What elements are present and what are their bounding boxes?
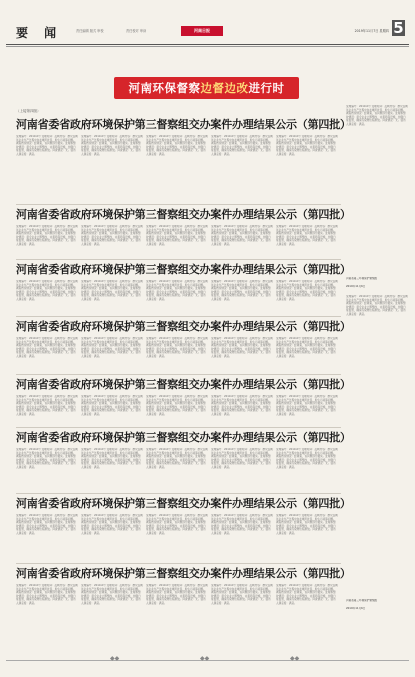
article-divider (16, 427, 341, 428)
article-column-text: 受理编号：2019-0号 受理时间：反映内容：群众反映该企业生产过程中存在噪声扰民、粉尘污染等问题。调查核实情况：经调查，该问题部分属实。处理和整改情况：责令企业立即整改，完善环保设施，加强日常监管，确保污染物达标排放。问责情况：无。信访人满意度：满意。 (211, 337, 273, 358)
article-block (16, 430, 351, 492)
article-column-text: 受理编号：2019-0号 受理时间：反映内容：群众反映该企业生产过程中存在噪声扰民、粉尘污染等问题。调查核实情况：经调查，该问题部分属实。处理和整改情况：责令企业立即整改，完善环保设施，加强日常监管，确保污染物达标排放。问责情况：无。信访人满意度：满意。 (276, 337, 338, 358)
article-block (16, 117, 351, 203)
article-column-text: 受理编号：2019-0号 受理时间：反映内容：群众反映该企业生产过程中存在噪声扰民、粉尘污染等问题。调查核实情况：经调查，该问题部分属实。处理和整改情况：责令企业立即整改，完善环保设施，加强日常监管，确保污染物达标排放。问责情况：无。信访人满意度：满意。 (81, 337, 143, 358)
article-column-text: 受理编号：2019-0号 受理时间：反映内容：群众反映该企业生产过程中存在噪声扰民、粉尘污染等问题。调查核实情况：经调查，该问题部分属实。处理和整改情况：责令企业立即整改，完善环保设施，加强日常监管，确保污染物达标排放。问责情况：无。信访人满意度：满意。 (276, 514, 338, 535)
article-headline: 河南省委省政府环境保护第三督察组交办案件办理结果公示（第四批） (16, 378, 351, 391)
feature-banner (114, 77, 299, 99)
article-headline: 河南省委省政府环境保护第三督察组交办案件办理结果公示（第四批） (16, 118, 351, 131)
article-column-text: 受理编号：2019-0号 受理时间：反映内容：群众反映该企业生产过程中存在噪声扰民、粉尘污染等问题。调查核实情况：经调查，该问题部分属实。处理和整改情况：责令企业立即整改，完善环保设施，加强日常监管，确保污染物达标排放。问责情况：无。信访人满意度：满意。 (81, 584, 143, 605)
article-column-text: 受理编号：2019-0号 受理时间：反映内容：群众反映该企业生产过程中存在噪声扰民、粉尘污染等问题。调查核实情况：经调查，该问题部分属实。处理和整改情况：责令企业立即整改，完善环保设施，加强日常监管，确保污染物达标排放。问责情况：无。信访人满意度：满意。 (16, 514, 78, 535)
article-divider (16, 259, 341, 260)
article-divider (16, 493, 341, 494)
article-column-text: 受理编号：2019-0号 受理时间：反映内容：群众反映该企业生产过程中存在噪声扰民、粉尘污染等问题。调查核实情况：经调查，该问题部分属实。处理和整改情况：责令企业立即整改，完善环保设施，加强日常监管，确保污染物达标排放。问责情况：无。信访人满意度：满意。 (276, 225, 338, 246)
article-column-text: 受理编号：2019-0号 受理时间：反映内容：群众反映该企业生产过程中存在噪声扰民、粉尘污染等问题。调查核实情况：经调查，该问题部分属实。处理和整改情况：责令企业立即整改，完善环保设施，加强日常监管，确保污染物达标排放。问责情况：无。信访人满意度：满意。 (211, 395, 273, 416)
article-column-text: 受理编号：2019-0号 受理时间：反映内容：群众反映该企业生产过程中存在噪声扰民、粉尘污染等问题。调查核实情况：经调查，该问题部分属实。处理和整改情况：责令企业立即整改，完善环保设施，加强日常监管，确保污染物达标排放。问责情况：无。信访人满意度：满意。 (146, 135, 208, 156)
paper-logo: 河南日报 (181, 26, 223, 36)
banner-part3: 进行时 (248, 81, 285, 95)
article-divider (16, 563, 341, 564)
right-column (346, 105, 408, 653)
footer-ornament-icon: ◆◆ (110, 655, 120, 662)
right-column-text-2: 受理编号：2019-0号 受理时间：反映内容：群众反映该企业生产过程中存在噪声扰民、粉尘污染等问题。调查核实情况：经调查，该问题部分属实。处理和整改情况：责令企业立即整改，完善环保设施，加强日常监管，确保污染物达标排放。问责情况：无。信访人满意度：满意。 (346, 295, 408, 316)
banner-part2: 边督边改 (200, 81, 249, 95)
article-column-text: 受理编号：2019-0号 受理时间：反映内容：群众反映该企业生产过程中存在噪声扰民、粉尘污染等问题。调查核实情况：经调查，该问题部分属实。处理和整改情况：责令企业立即整改，完善环保设施，加强日常监管，确保污染物达标排放。问责情况：无。信访人满意度：满意。 (276, 135, 338, 156)
right-column-date-1: 2019年11月6日 (346, 285, 366, 288)
section-title: 要 闻 (16, 26, 63, 40)
article-column-text: 受理编号：2019-0号 受理时间：反映内容：群众反映该企业生产过程中存在噪声扰民、粉尘污染等问题。调查核实情况：经调查，该问题部分属实。处理和整改情况：责令企业立即整改，完善环保设施，加强日常监管，确保污染物达标排放。问责情况：无。信访人满意度：满意。 (16, 337, 78, 358)
article-column-text: 受理编号：2019-0号 受理时间：反映内容：群众反映该企业生产过程中存在噪声扰民、粉尘污染等问题。调查核实情况：经调查，该问题部分属实。处理和整改情况：责令企业立即整改，完善环保设施，加强日常监管，确保污染物达标排放。问责情况：无。信访人满意度：满意。 (146, 225, 208, 246)
article-column-text: 受理编号：2019-0号 受理时间：反映内容：群众反映该企业生产过程中存在噪声扰民、粉尘污染等问题。调查核实情况：经调查，该问题部分属实。处理和整改情况：责令企业立即整改，完善环保设施，加强日常监管，确保污染物达标排放。问责情况：无。信访人满意度：满意。 (276, 584, 338, 605)
article-column-text: 受理编号：2019-0号 受理时间：反映内容：群众反映该企业生产过程中存在噪声扰民、粉尘污染等问题。调查核实情况：经调查，该问题部分属实。处理和整改情况：责令企业立即整改，完善环保设施，加强日常监管，确保污染物达标排放。问责情况：无。信访人满意度：满意。 (146, 337, 208, 358)
article-headline: 河南省委省政府环境保护第三督察组交办案件办理结果公示（第四批） (16, 263, 351, 276)
issue-date: 2019年11月7日 星期四 (354, 29, 389, 33)
article-column-text: 受理编号：2019-0号 受理时间：反映内容：群众反映该企业生产过程中存在噪声扰民、粉尘污染等问题。调查核实情况：经调查，该问题部分属实。处理和整改情况：责令企业立即整改，完善环保设施，加强日常监管，确保污染物达标排放。问责情况：无。信访人满意度：满意。 (211, 514, 273, 535)
article-column-text: 受理编号：2019-0号 受理时间：反映内容：群众反映该企业生产过程中存在噪声扰民、粉尘污染等问题。调查核实情况：经调查，该问题部分属实。处理和整改情况：责令企业立即整改，完善环保设施，加强日常监管，确保污染物达标排放。问责情况：无。信访人满意度：满意。 (81, 225, 143, 246)
article-column-text: 受理编号：2019-0号 受理时间：反映内容：群众反映该企业生产过程中存在噪声扰民、粉尘污染等问题。调查核实情况：经调查，该问题部分属实。处理和整改情况：责令企业立即整改，完善环保设施，加强日常监管，确保污染物达标排放。问责情况：无。信访人满意度：满意。 (211, 448, 273, 469)
header-meta-left: 责任编辑 版式 审校 (76, 29, 104, 33)
banner-title (114, 77, 299, 99)
right-column-signature-1: 河南省第三环境保护督察组 (346, 277, 378, 280)
right-column-signature-2: 河南省第三环境保护督察组 (346, 599, 378, 602)
article-divider (16, 316, 341, 317)
article-column-text: 受理编号：2019-0号 受理时间：反映内容：群众反映该企业生产过程中存在噪声扰民、粉尘污染等问题。调查核实情况：经调查，该问题部分属实。处理和整改情况：责令企业立即整改，完善环保设施，加强日常监管，确保污染物达标排放。问责情况：无。信访人满意度：满意。 (211, 584, 273, 605)
article-block (16, 262, 351, 315)
masthead (6, 6, 409, 58)
article-headline: 河南省委省政府环境保护第三督察组交办案件办理结果公示（第四批） (16, 567, 351, 580)
article-column-text: 受理编号：2019-0号 受理时间：反映内容：群众反映该企业生产过程中存在噪声扰民、粉尘污染等问题。调查核实情况：经调查，该问题部分属实。处理和整改情况：责令企业立即整改，完善环保设施，加强日常监管，确保污染物达标排放。问责情况：无。信访人满意度：满意。 (146, 584, 208, 605)
article-column-text: 受理编号：2019-0号 受理时间：反映内容：群众反映该企业生产过程中存在噪声扰民、粉尘污染等问题。调查核实情况：经调查，该问题部分属实。处理和整改情况：责令企业立即整改，完善环保设施，加强日常监管，确保污染物达标排放。问责情况：无。信访人满意度：满意。 (146, 514, 208, 535)
article-headline: 河南省委省政府环境保护第三督察组交办案件办理结果公示（第四批） (16, 431, 351, 444)
right-column-text-1: 受理编号：2019-0号 受理时间：反映内容：群众反映该企业生产过程中存在噪声扰民、粉尘污染等问题。调查核实情况：经调查，该问题部分属实。处理和整改情况：责令企业立即整改，完善环保设施，加强日常监管，确保污染物达标排放。问责情况：无。信访人满意度：满意。 (346, 105, 408, 126)
article-block (16, 377, 351, 426)
article-column-text: 受理编号：2019-0号 受理时间：反映内容：群众反映该企业生产过程中存在噪声扰民、粉尘污染等问题。调查核实情况：经调查，该问题部分属实。处理和整改情况：责令企业立即整改，完善环保设施，加强日常监管，确保污染物达标排放。问责情况：无。信访人满意度：满意。 (16, 225, 78, 246)
article-headline: 河南省委省政府环境保护第三督察组交办案件办理结果公示（第四批） (16, 497, 351, 510)
masthead-rule (6, 44, 409, 45)
footer-ornament-icon: ◆◆ (290, 655, 300, 662)
article-headline: 河南省委省政府环境保护第三督察组交办案件办理结果公示（第四批） (16, 320, 351, 333)
right-column-date-2: 2019年11月6日 (346, 607, 366, 610)
dateline: （上接第四版） (16, 109, 41, 113)
article-column-text: 受理编号：2019-0号 受理时间：反映内容：群众反映该企业生产过程中存在噪声扰民、粉尘污染等问题。调查核实情况：经调查，该问题部分属实。处理和整改情况：责令企业立即整改，完善环保设施，加强日常监管，确保污染物达标排放。问责情况：无。信访人满意度：满意。 (146, 448, 208, 469)
article-block (16, 319, 351, 373)
article-block (16, 566, 351, 650)
article-column-text: 受理编号：2019-0号 受理时间：反映内容：群众反映该企业生产过程中存在噪声扰民、粉尘污染等问题。调查核实情况：经调查，该问题部分属实。处理和整改情况：责令企业立即整改，完善环保设施，加强日常监管，确保污染物达标排放。问责情况：无。信访人满意度：满意。 (16, 584, 78, 605)
article-block (16, 207, 351, 258)
article-column-text: 受理编号：2019-0号 受理时间：反映内容：群众反映该企业生产过程中存在噪声扰民、粉尘污染等问题。调查核实情况：经调查，该问题部分属实。处理和整改情况：责令企业立即整改，完善环保设施，加强日常监管，确保污染物达标排放。问责情况：无。信访人满意度：满意。 (16, 395, 78, 416)
article-divider (16, 374, 341, 375)
article-column-text: 受理编号：2019-0号 受理时间：反映内容：群众反映该企业生产过程中存在噪声扰民、粉尘污染等问题。调查核实情况：经调查，该问题部分属实。处理和整改情况：责令企业立即整改，完善环保设施，加强日常监管，确保污染物达标排放。问责情况：无。信访人满意度：满意。 (16, 135, 78, 156)
article-column-text: 受理编号：2019-0号 受理时间：反映内容：群众反映该企业生产过程中存在噪声扰民、粉尘污染等问题。调查核实情况：经调查，该问题部分属实。处理和整改情况：责令企业立即整改，完善环保设施，加强日常监管，确保污染物达标排放。问责情况：无。信访人满意度：满意。 (146, 395, 208, 416)
article-column-text: 受理编号：2019-0号 受理时间：反映内容：群众反映该企业生产过程中存在噪声扰民、粉尘污染等问题。调查核实情况：经调查，该问题部分属实。处理和整改情况：责令企业立即整改，完善环保设施，加强日常监管，确保污染物达标排放。问责情况：无。信访人满意度：满意。 (211, 225, 273, 246)
article-column-text: 受理编号：2019-0号 受理时间：反映内容：群众反映该企业生产过程中存在噪声扰民、粉尘污染等问题。调查核实情况：经调查，该问题部分属实。处理和整改情况：责令企业立即整改，完善环保设施，加强日常监管，确保污染物达标排放。问责情况：无。信访人满意度：满意。 (276, 448, 338, 469)
article-column-text: 受理编号：2019-0号 受理时间：反映内容：群众反映该企业生产过程中存在噪声扰民、粉尘污染等问题。调查核实情况：经调查，该问题部分属实。处理和整改情况：责令企业立即整改，完善环保设施，加强日常监管，确保污染物达标排放。问责情况：无。信访人满意度：满意。 (81, 135, 143, 156)
header-meta-mid: 责任校对 审读 (126, 29, 147, 33)
masthead-rule-secondary (6, 46, 409, 47)
page-number: 5 (393, 19, 404, 37)
article-column-text: 受理编号：2019-0号 受理时间：反映内容：群众反映该企业生产过程中存在噪声扰民、粉尘污染等问题。调查核实情况：经调查，该问题部分属实。处理和整改情况：责令企业立即整改，完善环保设施，加强日常监管，确保污染物达标排放。问责情况：无。信访人满意度：满意。 (211, 135, 273, 156)
footer-ornament-icon: ◆◆ (200, 655, 210, 662)
article-column-text: 受理编号：2019-0号 受理时间：反映内容：群众反映该企业生产过程中存在噪声扰民、粉尘污染等问题。调查核实情况：经调查，该问题部分属实。处理和整改情况：责令企业立即整改，完善环保设施，加强日常监管，确保污染物达标排放。问责情况：无。信访人满意度：满意。 (81, 395, 143, 416)
article-column-text: 受理编号：2019-0号 受理时间：反映内容：群众反映该企业生产过程中存在噪声扰民、粉尘污染等问题。调查核实情况：经调查，该问题部分属实。处理和整改情况：责令企业立即整改，完善环保设施，加强日常监管，确保污染物达标排放。问责情况：无。信访人满意度：满意。 (81, 280, 143, 301)
article-column-text: 受理编号：2019-0号 受理时间：反映内容：群众反映该企业生产过程中存在噪声扰民、粉尘污染等问题。调查核实情况：经调查，该问题部分属实。处理和整改情况：责令企业立即整改，完善环保设施，加强日常监管，确保污染物达标排放。问责情况：无。信访人满意度：满意。 (81, 448, 143, 469)
article-column-text: 受理编号：2019-0号 受理时间：反映内容：群众反映该企业生产过程中存在噪声扰民、粉尘污染等问题。调查核实情况：经调查，该问题部分属实。处理和整改情况：责令企业立即整改，完善环保设施，加强日常监管，确保污染物达标排放。问责情况：无。信访人满意度：满意。 (276, 395, 338, 416)
article-column-text: 受理编号：2019-0号 受理时间：反映内容：群众反映该企业生产过程中存在噪声扰民、粉尘污染等问题。调查核实情况：经调查，该问题部分属实。处理和整改情况：责令企业立即整改，完善环保设施，加强日常监管，确保污染物达标排放。问责情况：无。信访人满意度：满意。 (16, 280, 78, 301)
article-column-text: 受理编号：2019-0号 受理时间：反映内容：群众反映该企业生产过程中存在噪声扰民、粉尘污染等问题。调查核实情况：经调查，该问题部分属实。处理和整改情况：责令企业立即整改，完善环保设施，加强日常监管，确保污染物达标排放。问责情况：无。信访人满意度：满意。 (16, 448, 78, 469)
article-block (16, 496, 351, 562)
article-headline: 河南省委省政府环境保护第三督察组交办案件办理结果公示（第四批） (16, 208, 351, 221)
article-column-text: 受理编号：2019-0号 受理时间：反映内容：群众反映该企业生产过程中存在噪声扰民、粉尘污染等问题。调查核实情况：经调查，该问题部分属实。处理和整改情况：责令企业立即整改，完善环保设施，加强日常监管，确保污染物达标排放。问责情况：无。信访人满意度：满意。 (276, 280, 338, 301)
article-column-text: 受理编号：2019-0号 受理时间：反映内容：群众反映该企业生产过程中存在噪声扰民、粉尘污染等问题。调查核实情况：经调查，该问题部分属实。处理和整改情况：责令企业立即整改，完善环保设施，加强日常监管，确保污染物达标排放。问责情况：无。信访人满意度：满意。 (146, 280, 208, 301)
article-divider (16, 204, 341, 205)
article-column-text: 受理编号：2019-0号 受理时间：反映内容：群众反映该企业生产过程中存在噪声扰民、粉尘污染等问题。调查核实情况：经调查，该问题部分属实。处理和整改情况：责令企业立即整改，完善环保设施，加强日常监管，确保污染物达标排放。问责情况：无。信访人满意度：满意。 (81, 514, 143, 535)
article-column-text: 受理编号：2019-0号 受理时间：反映内容：群众反映该企业生产过程中存在噪声扰民、粉尘污染等问题。调查核实情况：经调查，该问题部分属实。处理和整改情况：责令企业立即整改，完善环保设施，加强日常监管，确保污染物达标排放。问责情况：无。信访人满意度：满意。 (211, 280, 273, 301)
banner-part1: 河南环保督察 (128, 81, 201, 95)
